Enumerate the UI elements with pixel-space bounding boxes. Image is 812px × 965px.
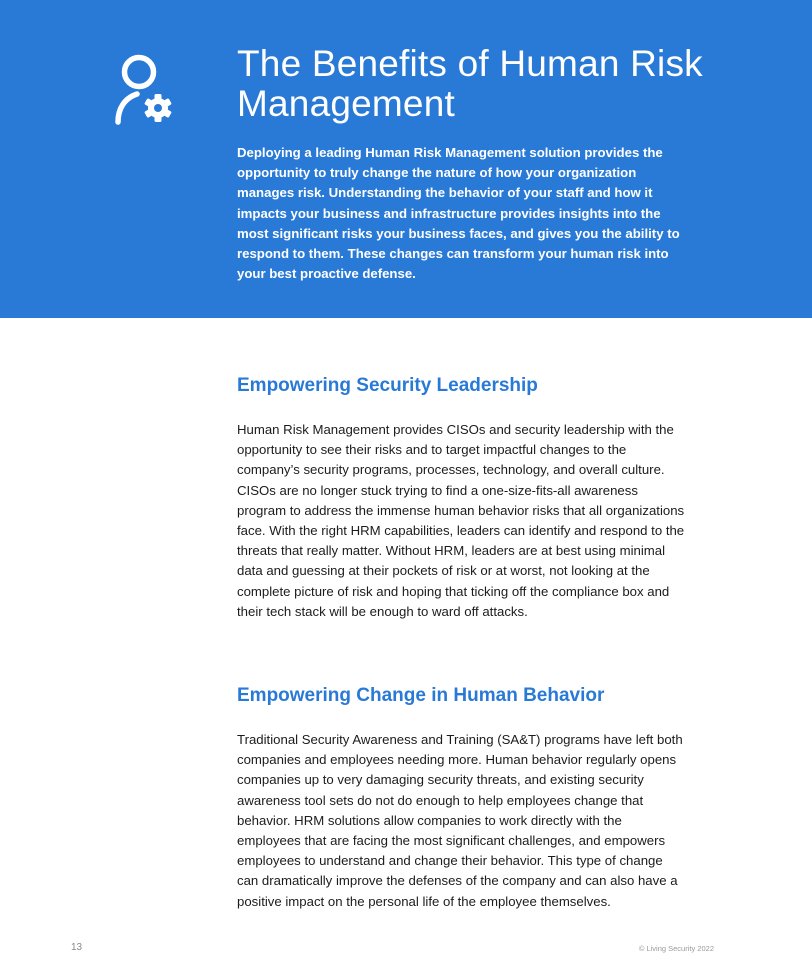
section-heading-human-behavior: Empowering Change in Human Behavior — [237, 685, 605, 706]
section-heading-security-leadership: Empowering Security Leadership — [237, 375, 538, 396]
copyright-notice: © Living Security 2022 — [638, 944, 714, 953]
page-number: 13 — [71, 942, 83, 953]
section-body-security-leadership: Human Risk Management provides CISOs and security leadership with the opportunity to see their risks and to target impactful changes to the company’s security programs, processes, technology, and overall culture. CISOs are no longer stuck trying to find a one-size-fits-all awareness program to address the immense human behavior risks that all organizations face. With the right HRM capabilities, leaders can identify and respond to the threats that really matter. Without HRM, leaders are at best using minimal data and guessing at their pockets of risk or at worst, not looking at the complete picture of risk and hoping that ticking off the compliance box and their tech stack will be enough to ward off attacks. — [237, 422, 685, 619]
intro-paragraph: Deploying a leading Human Risk Management solution provides the opportunity to truly change the nature of how your organization manages risk. Understanding the behavior of your staff and how it impacts your business and infrastructure provides insights into the most significant risks your business faces, and gives you the ability to respond to them. These changes can transform your human risk into your best proactive defense. — [237, 145, 680, 282]
section-body-human-behavior: Traditional Security Awareness and Training (SA&T) programs have left both companies and employees needing more. Human behavior regularly opens companies up to very damaging security threats, and existing security awareness tool sets do not do enough to help employees change that behavior. HRM solutions allow companies to work directly with the employees that are facing the most significant challenges, and empowers employees to understand and change their behavior. This type of change can dramatically improve the defenses of the company and can also have a positive impact on the personal life of the employee themselves. — [237, 732, 683, 909]
page-title: The Benefits of Human Risk Management — [237, 43, 703, 124]
hero-banner — [0, 0, 812, 318]
user-gear-icon — [110, 52, 180, 128]
